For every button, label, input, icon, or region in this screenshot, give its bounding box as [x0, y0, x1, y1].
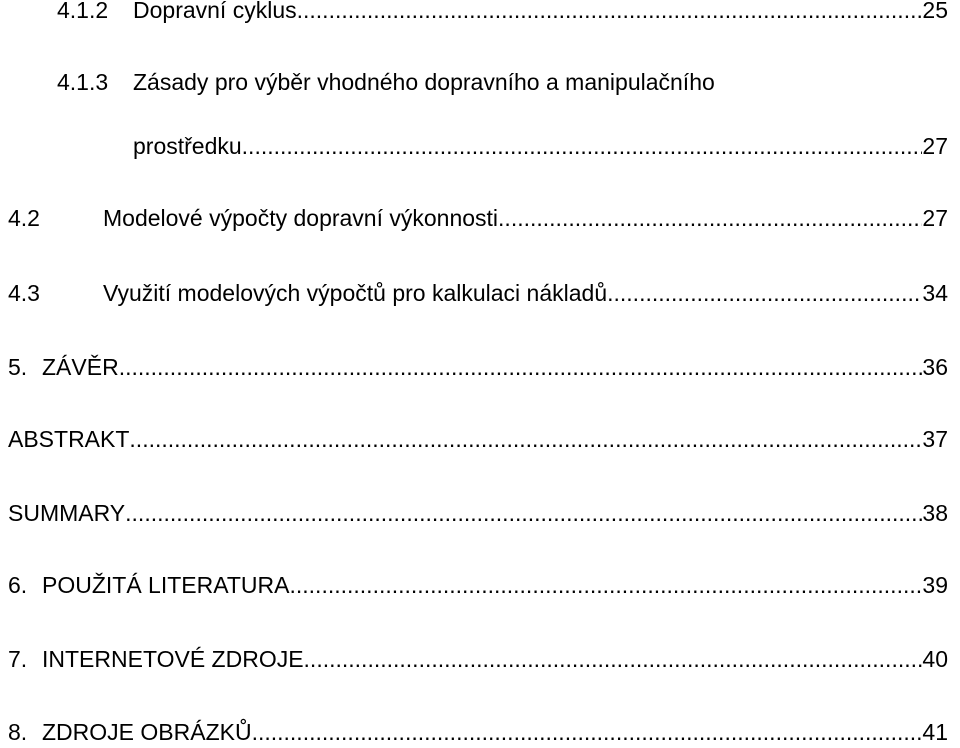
dot-leader [242, 132, 923, 160]
toc-entry-page: 40 [922, 646, 948, 672]
toc-entry-page: 37 [922, 426, 948, 452]
toc-entry-summary[interactable] [8, 499, 948, 527]
toc-entry-title: Dopravní cyklus [133, 0, 297, 23]
toc-entry-page: 27 [922, 205, 948, 231]
toc-entry-number: 4.1.3 [57, 69, 109, 95]
toc-entry-4-1-3[interactable] [57, 68, 948, 96]
toc-entry-page: 27 [922, 133, 948, 159]
toc-entry-4-3[interactable] [8, 279, 948, 307]
toc-entry-title: INTERNETOVÉ ZDROJE [42, 646, 304, 672]
dot-leader [125, 499, 922, 527]
toc-entry-title: ZÁVĚR [42, 354, 119, 380]
toc-entry-4-1-2[interactable] [57, 0, 948, 24]
dot-leader [129, 425, 922, 453]
toc-entry-page: 41 [922, 719, 948, 745]
dot-leader [304, 645, 923, 673]
toc-entry-number: 8. [8, 719, 28, 745]
dot-leader [252, 718, 923, 746]
toc-entry-5[interactable] [8, 353, 948, 381]
toc-entry-number: 4.2 [8, 205, 40, 231]
toc-entry-title-continuation: prostředku [133, 133, 242, 159]
toc-entry-number: 7. [8, 646, 28, 672]
toc-entry-number: 5. [8, 354, 28, 380]
toc-entry-number: 4.3 [8, 280, 40, 306]
toc-entry-6[interactable] [8, 571, 948, 599]
toc-entry-number: 6. [8, 572, 28, 598]
toc-entry-4-1-3-continuation[interactable] [133, 132, 948, 160]
toc-entry-page: 39 [922, 572, 948, 598]
dot-leader [290, 571, 923, 599]
dot-leader [297, 0, 923, 24]
toc-entry-title: POUŽITÁ LITERATURA [42, 572, 290, 598]
toc-entry-title: ZDROJE OBRÁZKŮ [42, 719, 252, 745]
toc-entry-title: ABSTRAKT [8, 426, 130, 452]
toc-entry-7[interactable] [8, 645, 948, 673]
toc-entry-4-2[interactable] [8, 204, 948, 232]
toc-entry-8[interactable] [8, 718, 948, 746]
toc-entry-title: Zásady pro výběr vhodného dopravního a manipulačního [133, 69, 715, 95]
toc-entry-abstrakt[interactable] [8, 425, 948, 453]
toc-entry-page: 36 [922, 354, 948, 380]
dot-leader [607, 279, 922, 307]
toc-entry-page: 25 [922, 0, 948, 23]
dot-leader [498, 204, 922, 232]
dot-leader [119, 353, 923, 381]
toc-entry-title: SUMMARY [8, 500, 126, 526]
toc-entry-number: 4.1.2 [57, 0, 109, 23]
toc-entry-title: Modelové výpočty dopravní výkonnosti [103, 205, 499, 231]
toc-entry-page: 38 [922, 500, 948, 526]
toc-entry-page: 34 [922, 280, 948, 306]
toc-entry-title: Využití modelových výpočtů pro kalkulaci nákladů [103, 280, 608, 306]
